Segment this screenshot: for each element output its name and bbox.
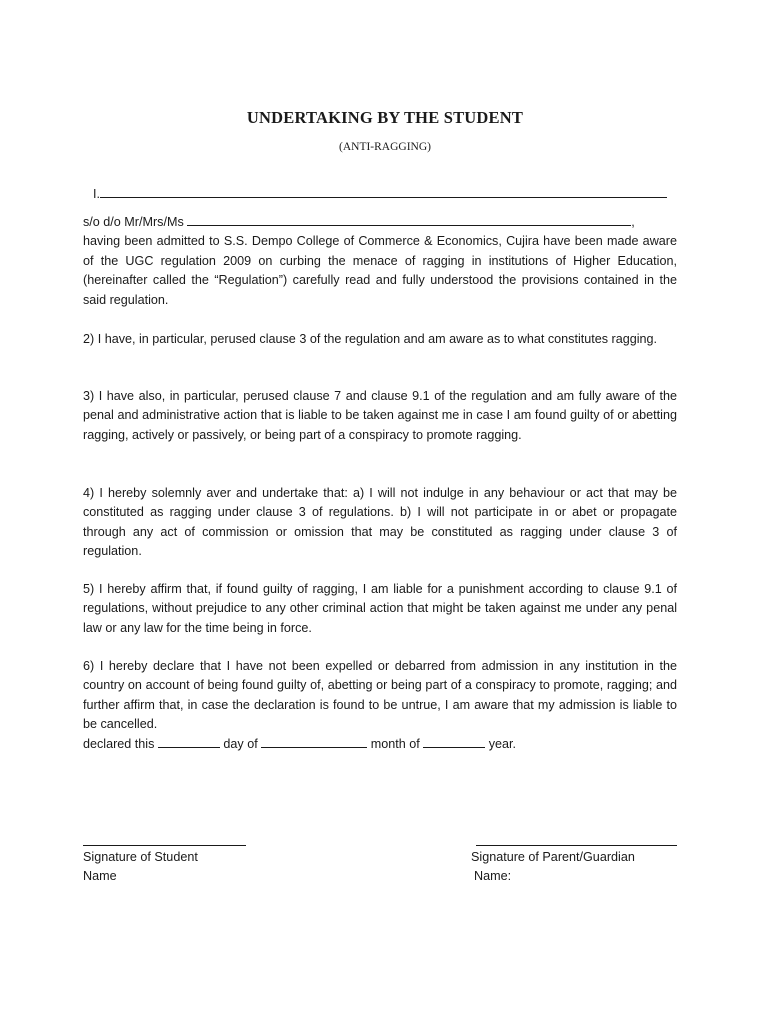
declared-day-label: day of <box>223 736 258 751</box>
paragraph-5-text: 5) I hereby affirm that, if found guilty of ragging, I am liable for a punishment according to clause 9.1 of regulations, without prejudice to any other criminal action that might be taken against me under any penal law or any law for the time being in force. <box>83 582 677 635</box>
parent-name-label: Name: <box>474 869 512 883</box>
paragraph-4 <box>83 484 677 562</box>
paragraph-3 <box>83 387 677 445</box>
paragraph-1 <box>83 213 677 310</box>
document-subtitle: (ANTI-RAGGING) <box>339 141 431 153</box>
paragraph-2 <box>83 330 677 349</box>
document-title: UNDERTAKING BY THE STUDENT <box>246 108 524 127</box>
declared-month-label: month of <box>370 736 420 751</box>
declaration-date-line <box>83 735 677 754</box>
student-name-label: Name <box>83 869 117 883</box>
declared-prefix: declared this <box>83 736 155 751</box>
paragraph-1-body: having been admitted to S.S. Dempo College of Commerce & Economics, Cujira have been made aware of the UGC regulation 2009 on curbing the menace of ragging in institutions of Higher Education, (hereinafter called the “Regulation”) carefully read and fully understood the provisions contained in the said regulation. <box>83 234 677 307</box>
parent-signature-label: Signature of Parent/Guardian <box>471 850 635 864</box>
declared-year-blank[interactable] <box>423 735 485 748</box>
paragraph-5 <box>83 580 677 638</box>
student-name-line <box>93 185 667 201</box>
paragraph-3-text: 3) I have also, in particular, perused clause 7 and clause 9.1 of the regulation and am fully aware of the penal and administrative action that is liable to be taken against me in case I am found guilty of or abetting ragging, actively or passively, or being part of a conspiracy to promote ragging. <box>83 389 677 442</box>
declared-month-blank[interactable] <box>261 735 367 748</box>
paragraph-2-text: 2) I have, in particular, perused clause 3 of the regulation and am aware as to what constitutes ragging. <box>83 332 658 346</box>
student-signature-line[interactable] <box>83 845 246 846</box>
paragraph-4-text: 4) I hereby solemnly aver and undertake that: a) I will not indulge in any behaviour or act that may be constituted as ragging under clause 3 of regulations. b) I will not participate in or abet or propagate through any act of commission or omission that may be constituted as ragging under clause 3 of regulation. <box>83 486 677 559</box>
student-signature-label: Signature of Student <box>83 850 198 864</box>
parent-line-suffix: , <box>631 215 635 229</box>
line-i-prefix: I. <box>93 187 100 201</box>
parent-name-line <box>83 213 677 232</box>
declared-year-label: year. <box>488 736 517 751</box>
paragraph-6 <box>83 657 677 754</box>
parent-line-prefix: s/o d/o Mr/Mrs/Ms <box>83 215 184 229</box>
student-name-blank[interactable] <box>100 185 667 198</box>
parent-signature-line[interactable] <box>476 845 677 846</box>
declared-day-blank[interactable] <box>158 735 220 748</box>
parent-name-blank[interactable] <box>187 213 631 226</box>
paragraph-6-text: 6) I hereby declare that I have not been expelled or debarred from admission in any institution in the country on account of being found guilty of, abetting or being part of a conspiracy to promote, ragging; and further affirm that, in case the declaration is found to be untrue, I am aware that my admission is liable to be cancelled. <box>83 659 677 732</box>
